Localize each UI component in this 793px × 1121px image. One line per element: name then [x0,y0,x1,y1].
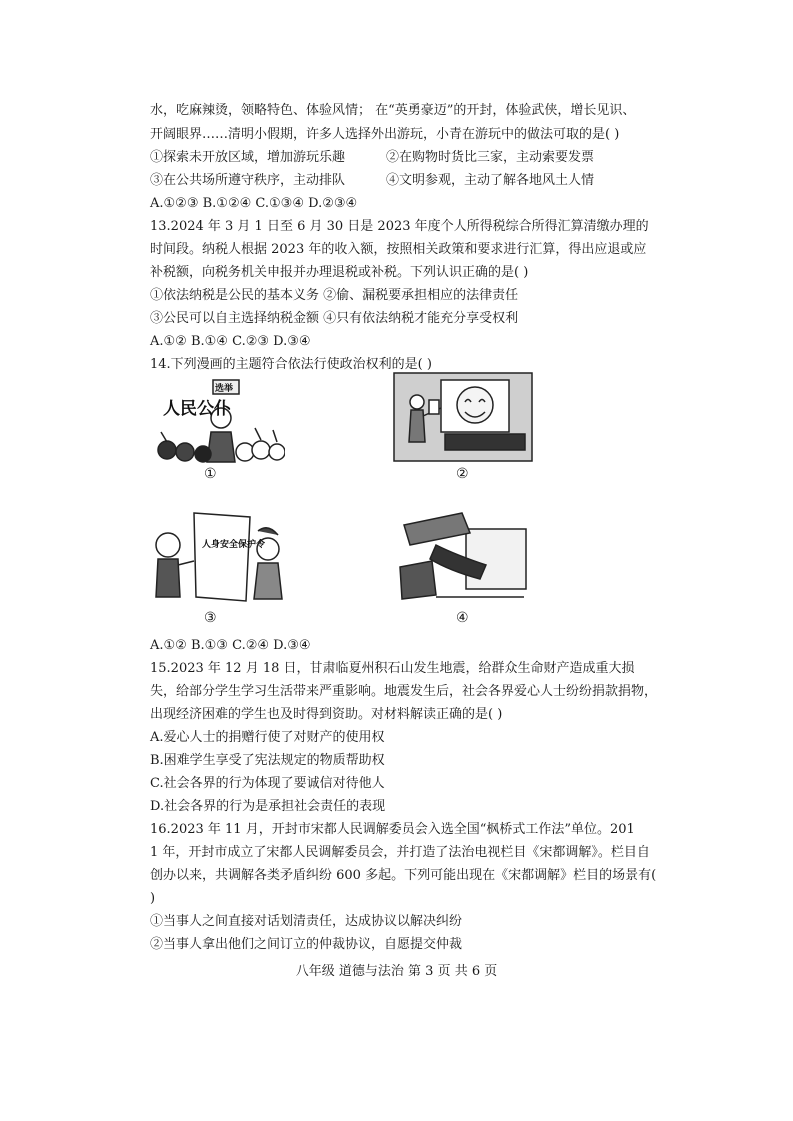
cartoon-4-label: ④ [456,610,469,626]
q15-line-3: 出现经济困难的学生也及时得到资助。对材料解读正确的是( ) [150,707,503,722]
q15-line-2: 失，给部分学生学习生活带来严重影响。地震发生后，社会各界爱心人士纷纷捐款捐物， [150,684,658,699]
q13-statements-3-4: ③公民可以自主选择纳税金额 ④只有依法纳税才能充分享受权利 [150,311,519,326]
q12-choices: A.①②③ B.①②④ C.①③④ D.②③④ [150,196,358,211]
q12-statement-4: ④文明参观，主动了解各地风土人情 [386,173,595,188]
cartoon-2-computer [393,372,533,462]
q15-option-d: D.社会各界的行为是承担社会责任的表现 [150,799,386,814]
q13-choices: A.①② B.①④ C.②③ D.③④ [150,334,311,349]
q16-line-1: 16.2023 年 11 月，开封市宋都人民调解委员会入选全国“枫桥式工作法”单位。201 [150,822,635,837]
q15-line-1: 15.2023 年 12 月 18 日，甘肃临夏州积石山发生地震，给群众生命财产造成重大损 [150,661,635,676]
q13-statements-1-2: ①依法纳税是公民的基本义务 ②偷、漏税要承担相应的法律责任 [150,288,519,303]
cartoon-1-label: ① [204,466,217,482]
q14-stem: 14.下列漫画的主题符合依法行使政治权利的是( ) [150,357,432,372]
cartoon-2-label: ② [456,466,469,482]
q16-statement-2: ②当事人拿出他们之间订立的仲裁协议，自愿提交仲裁 [150,937,463,952]
cartoon-3-label: ③ [204,610,217,626]
cartoon-3-sign: 人身安全保护令 [202,540,266,550]
q16-statement-1: ①当事人之间直接对话划清责任，达成协议以解决纠纷 [150,914,463,929]
q12-statement-3: ③在公共场所遵守秩序，主动排队 [150,173,346,188]
cartoon-1-election [155,372,285,464]
cartoon-4-monitor [396,505,530,603]
page-footer: 八年级 道德与法治 第 3 页 共 6 页 [295,964,498,979]
q16-line-4: ) [150,891,156,906]
cartoon-1-sign: 人民公仆 [163,399,231,419]
q13-line-1: 13.2024 年 3 月 1 日至 6 月 30 日是 2023 年度个人所得税综合所得汇算清缴办理的 [150,219,649,234]
q12-line-2: 开阔眼界……清明小假期，许多人选择外出游玩，小青在游玩中的做法可取的是( ) [150,127,620,142]
q13-line-3: 补税额，向税务机关申报并办理退税或补税。下列认识正确的是( ) [150,265,529,280]
q13-line-2: 时间段。纳税人根据 2023 年的收入额，按照相关政策和要求进行汇算，得出应退或应 [150,242,647,257]
q14-choices: A.①② B.①③ C.②④ D.③④ [150,638,311,653]
cartoon-1-banner: 选举 [215,384,234,394]
q16-line-2: 1 年，开封市成立了宋都人民调解委员会，并打造了法治电视栏目《宋都调解》。栏目自 [150,845,650,860]
q15-option-a: A.爱心人士的捐赠行使了对财产的使用权 [150,730,385,745]
q15-option-b: B.困难学生享受了宪法规定的物质帮助权 [150,753,385,768]
cartoon-3-protection-order [150,505,290,605]
q12-statement-1: ①探索未开放区域，增加游玩乐趣 [150,150,346,165]
q12-line-1: 水，吃麻辣烫，领略特色、体验风情； 在“英勇豪迈”的开封，体验武侠，增长见识、 [150,103,636,118]
q12-statement-2: ②在购物时货比三家，主动索要发票 [386,150,595,165]
q15-option-c: C.社会各界的行为体现了要诚信对待他人 [150,776,385,791]
q16-line-3: 创办以来，共调解各类矛盾纠纷 600 多起。下列可能出现在《宋都调解》栏目的场景有( [150,868,657,883]
